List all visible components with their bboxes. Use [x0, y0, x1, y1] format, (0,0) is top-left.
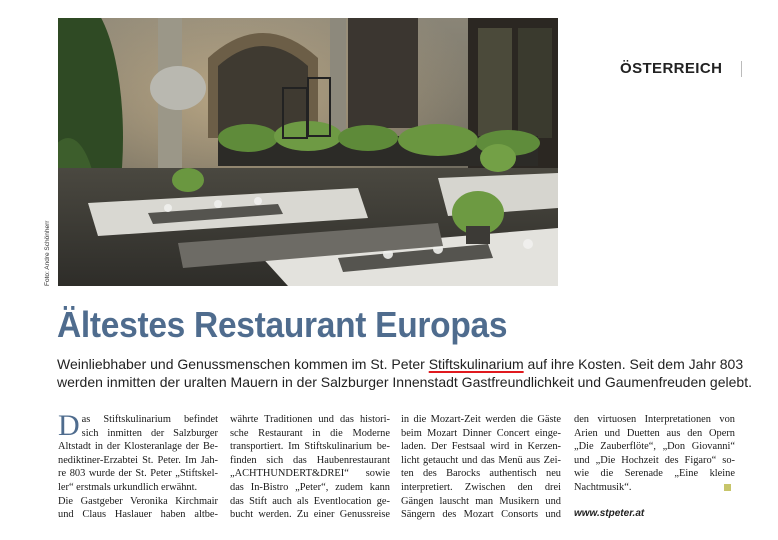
- section-label: ÖSTERREICH: [620, 60, 723, 77]
- text-line: bucht werden. Zu einer Genussreise: [230, 509, 390, 521]
- text-line: nediktiner-Erzabtei St. Peter. Im Jah-: [58, 454, 218, 466]
- lead-line-1: [57, 355, 757, 373]
- drop-cap: D: [58, 409, 80, 442]
- restaurant-photo: [58, 18, 558, 286]
- text-line: währte Traditionen und das histori-: [230, 414, 390, 425]
- text-line: den virtuosen Interpretationen von: [574, 414, 735, 425]
- text-line: das In-Bistro „Peter“, zudem kann: [230, 481, 390, 493]
- lead-text: Weinliebhaber und Genussmenschen kommen im St. Peter: [57, 356, 429, 372]
- text-line: interpretiert. Zwischen den drei: [401, 481, 561, 493]
- text-line: Die Gastgeber Veronika Kirchmair: [58, 495, 218, 507]
- text-line: das Stift auch als Eventlocation ge-: [230, 495, 390, 507]
- text-line: in die Mozart-Zeit werden die Gäste: [401, 414, 561, 425]
- text-line: laden. Der Festsaal wird in Kerzen-: [401, 441, 561, 453]
- text-line: wie die Serenade „Eine kleine: [574, 468, 735, 480]
- text-line: Gängen lauscht man Musikern und: [401, 495, 561, 507]
- text-line: licht getaucht und das Menü aus Zei-: [401, 454, 561, 466]
- text-line: beim Mozart Dinner Concert einge-: [401, 427, 561, 439]
- text-line: „ACHTHUNDERT&DREI“ sowie: [230, 468, 390, 480]
- text-line: sche Restaurant in die Moderne: [230, 427, 390, 439]
- section-divider: [741, 61, 742, 77]
- lead-line-2: werden inmitten der uralten Mauern in der Salzburger Innenstadt Gastfreundlichkeit und Gaumenfreuden gelebt.: [57, 374, 752, 390]
- text-line: und Claus Haslauer haben altbe-: [58, 509, 218, 521]
- text-line: finden sich das Haubenrestaurant: [230, 454, 390, 466]
- article-lead: [57, 355, 757, 391]
- text-line: Altstadt in der Klosteranlage der Be-: [58, 441, 218, 453]
- website-link[interactable]: www.stpeter.at: [574, 507, 645, 519]
- text-line: und „Die Hochzeit des Figaro“ so-: [574, 454, 735, 466]
- body-column-4: [574, 413, 735, 520]
- stiftskulinarium-highlight: Stiftskulinarium: [428, 356, 524, 372]
- text-line: as Stiftskulinarium befindet: [81, 414, 218, 425]
- text-line: „Die Zauberflöte“, „Don Giovanni“: [574, 441, 735, 453]
- text-line: re 803 wurde der St. Peter „Stiftskel-: [58, 468, 218, 480]
- text-line: Nachtmusik“.: [574, 481, 632, 493]
- text-line: transportiert. Im Stiftskulinarium be-: [230, 441, 390, 453]
- text-line: Sängern des Mozart Consorts und: [401, 509, 561, 521]
- article-headline: Ältestes Restaurant Europas: [57, 304, 508, 345]
- text-line: ler“ erstmals urkundlich erwähnt.: [58, 481, 198, 493]
- text-line: sich inmitten der Salzburger: [81, 427, 218, 439]
- end-of-article-mark: [724, 484, 731, 491]
- text-line: Arien und Duetten aus den Opern: [574, 427, 735, 439]
- text-line: ten des Barocks authentisch neu: [401, 468, 561, 480]
- lead-text: auf ihre Kosten. Seit dem Jahr 803: [523, 356, 744, 372]
- body-column-2: [230, 413, 390, 522]
- body-column-3: [401, 413, 561, 522]
- photo-credit: Foto: Andre Schönherr: [44, 220, 51, 286]
- body-column-1: [58, 409, 218, 522]
